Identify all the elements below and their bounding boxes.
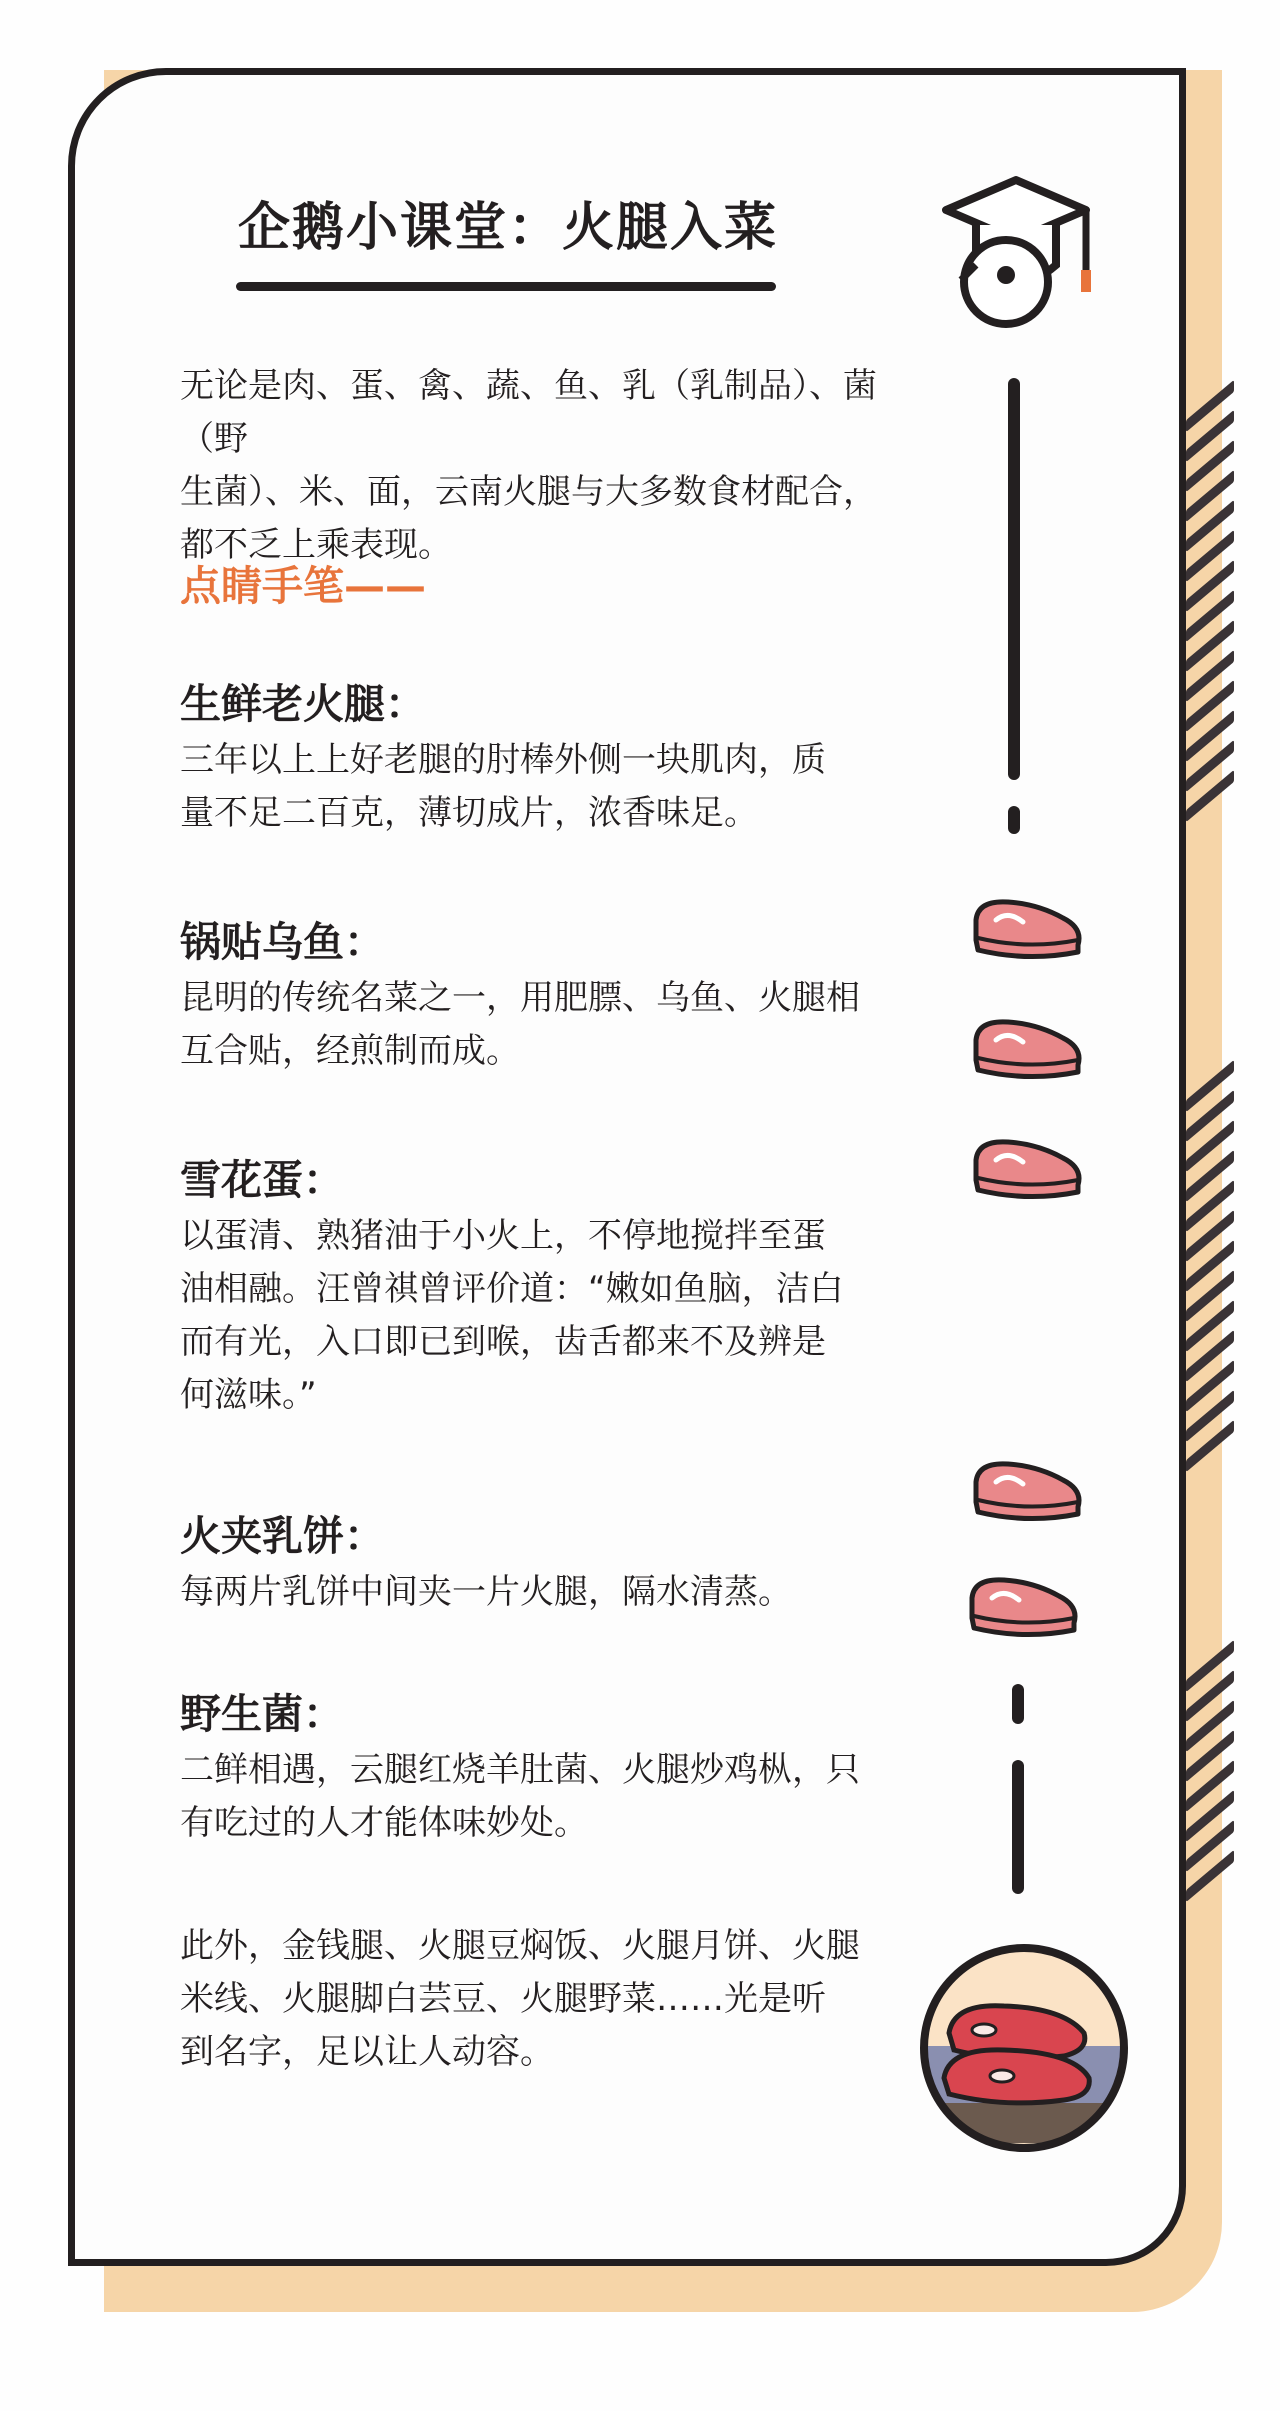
right-stripes-top (1186, 390, 1256, 820)
right-stripes-bottom (1186, 1650, 1256, 1910)
section-guotie-fish (180, 912, 920, 1078)
rail-line (1012, 1760, 1024, 1894)
section-fresh-ham (180, 674, 920, 840)
section-line: 油相融。汪曾祺曾评价道：“嫩如鱼脑，洁白 (180, 1269, 844, 1309)
section-heading: 火夹乳饼： (180, 1512, 385, 1560)
section-line: 有吃过的人才能体味妙处。 (180, 1803, 588, 1843)
section-heading: 雪花蛋： (180, 1156, 344, 1204)
intro-paragraph (180, 360, 920, 572)
section-line: 昆明的传统名菜之一，用肥膘、乌鱼、火腿相 (180, 978, 860, 1018)
steak-icon (968, 1452, 1088, 1532)
section-line: 三年以上上好老腿的肘棒外侧一块肌肉，质 (180, 740, 826, 780)
outro-line: 此外，金钱腿、火腿豆焖饭、火腿月饼、火腿 (180, 1926, 860, 1966)
highlight-label: 点睛手笔—— (180, 562, 426, 610)
section-heading: 野生菌： (180, 1690, 344, 1738)
section-ham-milk-cake (180, 1506, 920, 1619)
section-line: 每两片乳饼中间夹一片火腿，隔水清蒸。 (180, 1572, 792, 1612)
section-snow-egg (180, 1150, 920, 1422)
steak-icon (968, 890, 1088, 970)
intro-line: 都不乏上乘表现。 (180, 525, 452, 565)
graduation-cap-icon (936, 170, 1096, 330)
outro-line: 到名字，足以让人动容。 (180, 2032, 554, 2072)
section-wild-mushroom (180, 1684, 920, 1850)
intro-line: 无论是肉、蛋、禽、蔬、鱼、乳（乳制品）、菌（野 (180, 366, 877, 459)
right-stripes-mid (1186, 1070, 1256, 1490)
outro-line: 米线、火腿脚白芸豆、火腿野菜……光是听 (180, 1979, 826, 2019)
section-line: 量不足二百克，薄切成片，浓香味足。 (180, 793, 758, 833)
section-line: 二鲜相遇，云腿红烧羊肚菌、火腿炒鸡枞，只 (180, 1750, 860, 1790)
title-underline (236, 282, 776, 291)
steak-icon (968, 1010, 1088, 1090)
rail-dash (1012, 1684, 1024, 1724)
steak-icon (964, 1568, 1084, 1648)
section-heading: 锅贴乌鱼： (180, 918, 385, 966)
page-title: 企鹅小课堂：火腿入菜 (238, 198, 779, 258)
rail-line (1008, 378, 1020, 780)
section-line: 互合贴，经煎制而成。 (180, 1031, 520, 1071)
section-line: 何滋味。” (180, 1375, 317, 1415)
section-heading: 生鲜老火腿： (180, 680, 426, 728)
section-line: 以蛋清、熟猪油于小火上，不停地搅拌至蛋 (180, 1216, 826, 1256)
steak-icon (968, 1130, 1088, 1210)
ham-plate-icon (914, 1938, 1134, 2158)
intro-line: 生菌）、米、面，云南火腿与大多数食材配合， (180, 472, 877, 512)
section-line: 而有光，入口即已到喉，齿舌都来不及辨是 (180, 1322, 826, 1362)
outro-paragraph (180, 1920, 920, 2079)
rail-dash (1008, 806, 1020, 834)
